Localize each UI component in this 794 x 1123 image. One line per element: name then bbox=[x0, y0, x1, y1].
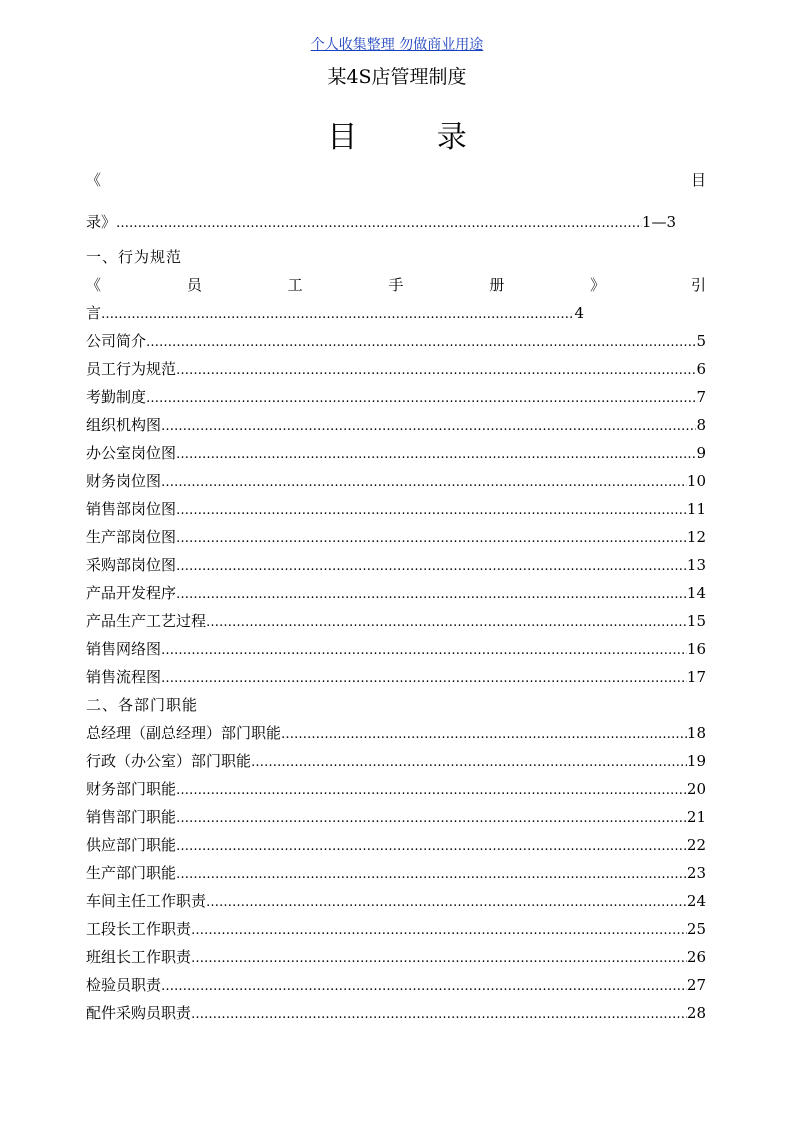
handbook-char: 册 bbox=[489, 276, 505, 294]
toc-entry[interactable] bbox=[86, 723, 706, 745]
leader-dots bbox=[176, 837, 687, 857]
toc-entry-page: 25 bbox=[686, 920, 706, 938]
handbook-char: 引 bbox=[690, 276, 706, 294]
leader-dots bbox=[191, 921, 687, 941]
leader-dots bbox=[281, 725, 687, 745]
toc-entry-label: 班组长工作职责 bbox=[86, 948, 192, 966]
handbook-char: 手 bbox=[388, 276, 404, 294]
toc-entry-label: 车间主任工作职责 bbox=[86, 892, 207, 910]
toc-entry[interactable] bbox=[86, 471, 706, 493]
toc-entry-page: 28 bbox=[686, 1004, 706, 1022]
toc-entry[interactable] bbox=[86, 835, 706, 857]
leader-dots bbox=[251, 753, 687, 773]
leader-dots bbox=[176, 529, 687, 549]
toc-entry-page: 18 bbox=[686, 724, 706, 742]
toc-entry-page: 9 bbox=[696, 444, 706, 462]
toc-entry-label: 销售部门职能 bbox=[86, 808, 177, 826]
toc-intro-right: 目 bbox=[690, 171, 706, 189]
toc-entry[interactable] bbox=[86, 1003, 706, 1025]
toc-entry-page: 12 bbox=[686, 528, 706, 546]
document-title: 某4S店管理制度 bbox=[327, 66, 467, 88]
leader-dots bbox=[161, 417, 696, 437]
section-heading: 一、行为规范 bbox=[86, 248, 183, 266]
toc-entry[interactable] bbox=[86, 667, 706, 689]
toc-entry[interactable] bbox=[86, 639, 706, 661]
toc-entry-page: 11 bbox=[686, 500, 706, 518]
toc-entry[interactable] bbox=[86, 415, 706, 437]
toc-entry-label: 办公室岗位图 bbox=[86, 444, 177, 462]
handbook-char: 员 bbox=[186, 276, 202, 294]
toc-entry-page: 24 bbox=[686, 892, 706, 910]
toc-entry-label: 考勤制度 bbox=[86, 388, 147, 406]
toc-entry[interactable] bbox=[86, 891, 706, 913]
toc-heading bbox=[0, 112, 794, 156]
toc-entry[interactable] bbox=[86, 863, 706, 885]
toc-intro-label: 录》 bbox=[86, 213, 117, 231]
toc-entry-label: 销售部岗位图 bbox=[86, 500, 177, 518]
toc-entry-label: 采购部岗位图 bbox=[86, 556, 177, 574]
section-heading: 二、各部门职能 bbox=[86, 696, 199, 714]
leader-dots bbox=[161, 977, 687, 997]
toc-entry-label: 生产部岗位图 bbox=[86, 528, 177, 546]
toc-entry[interactable] bbox=[86, 331, 706, 353]
toc-entry-label: 公司简介 bbox=[86, 332, 147, 350]
toc-entry-page: 10 bbox=[686, 472, 706, 490]
leader-dots bbox=[161, 669, 687, 689]
toc-entry-page: 15 bbox=[686, 612, 706, 630]
toc-entry-label: 行政（办公室）部门职能 bbox=[86, 752, 252, 770]
toc-entry-label: 检验员职责 bbox=[86, 976, 162, 994]
toc-entry-label: 供应部门职能 bbox=[86, 836, 177, 854]
toc-entry-page: 21 bbox=[686, 808, 706, 826]
toc-entry[interactable] bbox=[86, 779, 706, 801]
toc-entry-label: 销售网络图 bbox=[86, 640, 162, 658]
toc-entry-page: 5 bbox=[696, 332, 706, 350]
toc-entry[interactable] bbox=[86, 751, 706, 773]
toc-intro-line2 bbox=[86, 212, 676, 234]
toc-entry[interactable] bbox=[86, 975, 706, 997]
toc-entry[interactable] bbox=[86, 499, 706, 521]
header-link[interactable]: 个人收集整理 勿做商业用途 bbox=[310, 37, 484, 53]
toc-entry-label: 工段长工作职责 bbox=[86, 920, 192, 938]
leader-dots bbox=[176, 809, 687, 829]
toc-intro-line1 bbox=[86, 170, 706, 190]
handbook-label: 言 bbox=[86, 304, 102, 322]
leader-dots bbox=[191, 949, 687, 969]
leader-dots bbox=[206, 613, 687, 633]
toc-entry-page: 20 bbox=[686, 780, 706, 798]
leader-dots bbox=[116, 214, 642, 234]
toc-entry-page: 14 bbox=[686, 584, 706, 602]
leader-dots bbox=[176, 361, 696, 381]
leader-dots bbox=[176, 585, 687, 605]
toc-entry-page: 26 bbox=[686, 948, 706, 966]
toc-entry[interactable] bbox=[86, 443, 706, 465]
handbook-char: 工 bbox=[287, 276, 303, 294]
toc-entry-label: 产品开发程序 bbox=[86, 584, 177, 602]
toc-entry-page: 13 bbox=[686, 556, 706, 574]
toc-heading-right: 录 bbox=[436, 120, 467, 155]
leader-dots bbox=[101, 305, 574, 325]
toc-entry-label: 财务岗位图 bbox=[86, 472, 162, 490]
toc-entry[interactable] bbox=[86, 527, 706, 549]
toc-entry-page: 6 bbox=[696, 360, 706, 378]
leader-dots bbox=[161, 473, 687, 493]
toc-entry-label: 销售流程图 bbox=[86, 668, 162, 686]
handbook-char: 《 bbox=[86, 276, 102, 294]
leader-dots bbox=[176, 557, 687, 577]
toc-entry[interactable] bbox=[86, 611, 706, 633]
leader-dots bbox=[191, 1005, 687, 1025]
leader-dots bbox=[146, 333, 696, 353]
toc-entry-page: 16 bbox=[686, 640, 706, 658]
toc-entry[interactable] bbox=[86, 387, 706, 409]
toc-entry[interactable] bbox=[86, 947, 706, 969]
handbook-page: 4 bbox=[574, 304, 584, 322]
leader-dots bbox=[176, 865, 687, 885]
leader-dots bbox=[176, 445, 696, 465]
toc-entry-page: 7 bbox=[696, 388, 706, 406]
toc-intro-open: 《 bbox=[86, 171, 102, 189]
toc-entry-page: 27 bbox=[686, 976, 706, 994]
toc-entry-page: 23 bbox=[686, 864, 706, 882]
toc-entry[interactable] bbox=[86, 807, 706, 829]
toc-entry-label: 总经理（副总经理）部门职能 bbox=[86, 724, 282, 742]
toc-heading-left: 目 bbox=[327, 120, 358, 155]
leader-dots bbox=[146, 389, 696, 409]
toc-entry-label: 配件采购员职责 bbox=[86, 1004, 192, 1022]
toc-entry-label: 生产部门职能 bbox=[86, 864, 177, 882]
toc-entry-label: 组织机构图 bbox=[86, 416, 162, 434]
toc-entry[interactable] bbox=[86, 555, 706, 577]
toc-entry-page: 17 bbox=[686, 668, 706, 686]
toc-entry[interactable] bbox=[86, 919, 706, 941]
toc-entry-label: 产品生产工艺过程 bbox=[86, 612, 207, 630]
handbook-entry-line1 bbox=[86, 275, 706, 295]
leader-dots bbox=[206, 893, 687, 913]
handbook-char: 》 bbox=[590, 276, 606, 294]
toc-entry-page: 22 bbox=[686, 836, 706, 854]
handbook-entry-line2 bbox=[86, 303, 584, 325]
toc-entry-label: 员工行为规范 bbox=[86, 360, 177, 378]
leader-dots bbox=[176, 781, 687, 801]
toc-entry-page: 8 bbox=[696, 416, 706, 434]
toc-entry[interactable] bbox=[86, 583, 706, 605]
toc-entry[interactable] bbox=[86, 359, 706, 381]
toc-intro-page: 1—3 bbox=[641, 213, 676, 231]
leader-dots bbox=[176, 501, 687, 521]
toc-entry-label: 财务部门职能 bbox=[86, 780, 177, 798]
toc-entry-page: 19 bbox=[686, 752, 706, 770]
leader-dots bbox=[161, 641, 687, 661]
